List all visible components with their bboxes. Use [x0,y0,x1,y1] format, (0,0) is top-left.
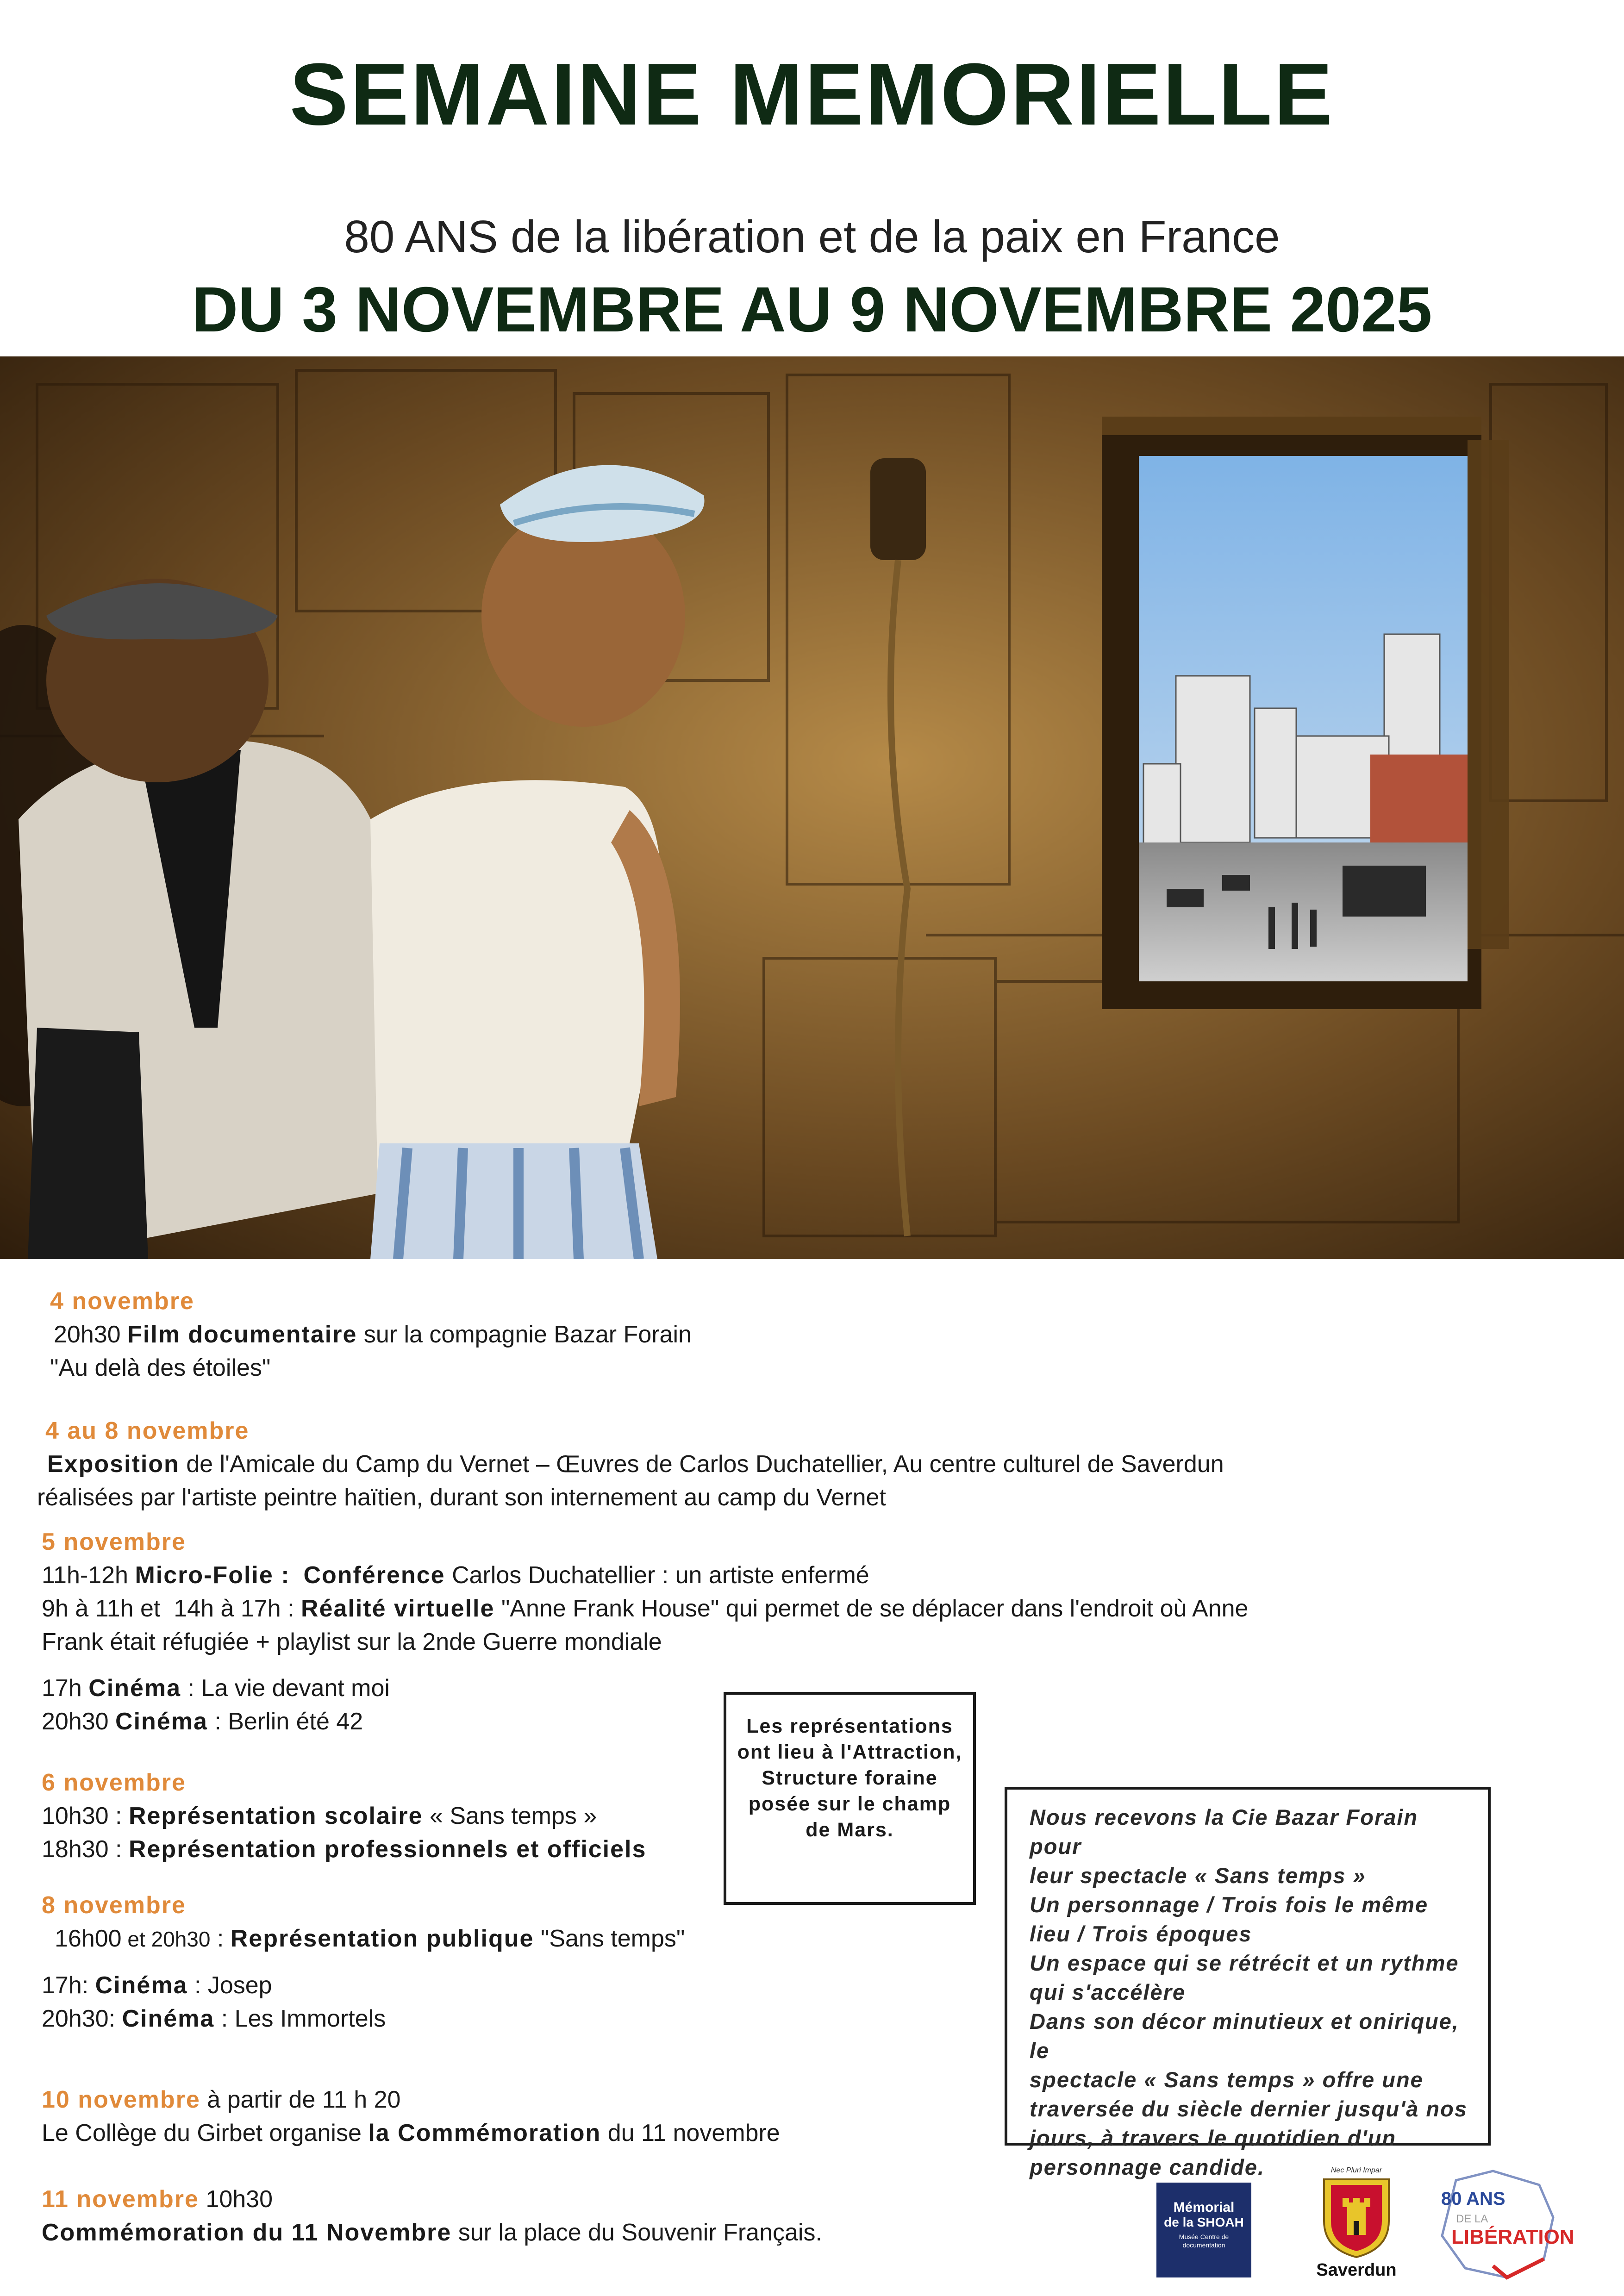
venue-info-text: Les représentations ont lieu à l'Attraction, Structure foraine posée sur le champ de Mars. [737,1715,962,1841]
time: 10h30 : [42,1803,129,1829]
event-type: Représentation publique [230,1925,534,1952]
time: et 20h30 [121,1927,211,1951]
hero-photo [0,356,1624,1259]
logo-text: LIBÉRATION [1451,2226,1574,2248]
event-desc: « Sans temps » [423,1803,597,1829]
logo-text: Musée Centre de documentation [1179,2233,1229,2249]
logo-text: DE LA [1456,2213,1488,2225]
logo-text: de la SHOAH [1164,2215,1244,2229]
saverdun-crest-logo [1310,2166,1403,2291]
time: 9h à 11h [42,1595,134,1622]
show-desc-line: lieu / Trois époques [1030,1922,1252,1946]
logo-text: Mémorial [1173,2200,1235,2215]
time: 16h00 [55,1925,122,1952]
event-desc: : Berlin été 42 [207,1708,363,1735]
separator: : [210,1925,231,1952]
show-desc-line: traversée du siècle dernier jusqu'à nos [1030,2096,1468,2121]
program-day-8-nov [42,1889,685,2035]
connector: et [140,1595,161,1622]
time: 17h [42,1675,89,1702]
program-day-5-nov [42,1525,1248,1738]
program-day-10-nov [42,2083,780,2150]
time: 10h30 [199,2186,273,2213]
show-desc-line: Dans son décor minutieux et onirique, le [1030,2009,1459,2063]
program-day-11-nov [42,2183,822,2249]
event-desc: de l'Amicale du Camp du Vernet – Œuvres de Carlos Duchatellier, [179,1451,888,1478]
time: 20h30 [54,1321,121,1348]
event-dates: DU 3 NOVEMBRE AU 9 NOVEMBRE 2025 [192,274,1432,345]
france-map-icon [1428,2166,1567,2282]
event-desc-2: réalisées par l'artiste peintre haïtien, durant son internement au camp du Vernet [37,1484,886,1511]
time: à partir de 11 h 20 [200,2086,401,2113]
time: 17h: [42,1972,95,1999]
event-place: Au centre culturel de Saverdun [893,1451,1224,1478]
event-title: "Au delà des étoiles" [50,1354,271,1381]
event-type: Cinéma [115,1708,208,1735]
date-heading: 11 novembre [42,2186,199,2213]
date-heading: 4 au 8 novembre [45,1417,250,1444]
event-desc: Carlos Duchatellier : un artiste enfermé [445,1562,869,1589]
logo-text: 80 ANS [1441,2189,1505,2209]
event-type: Cinéma [95,1972,188,1999]
event-desc: "Sans temps" [534,1925,685,1952]
event-desc: : Josep [187,1972,272,1999]
time: 11h-12h [42,1562,135,1589]
event-type: la Commémoration [368,2120,601,2146]
event-desc: Le Collège du Girbet organise [42,2120,369,2146]
event-type: Représentation scolaire [128,1803,423,1829]
event-desc: : La vie devant moi [181,1675,390,1702]
event-type: Cinéma [122,2005,215,2032]
date-heading: 6 novembre [42,1769,186,1796]
date-heading: 10 novembre [42,2086,200,2113]
program-day-4-nov [50,1285,692,1385]
show-desc-line: Un personnage / Trois fois le même [1030,1892,1429,1917]
event-type: Réalité virtuelle [300,1595,495,1622]
crest-motto: Nec Pluri Impar [1330,2166,1382,2174]
event-type: Commémoration du 11 Novembre [42,2219,452,2246]
event-type: Film documentaire [127,1321,357,1348]
show-desc-line: Nous recevons la Cie Bazar Forain pour [1030,1805,1418,1859]
liberation-80-logo [1428,2166,1574,2282]
program-day-6-nov [42,1766,646,1866]
event-type: Exposition [47,1451,180,1478]
page-title: SEMAINE MEMORIELLE [289,45,1335,144]
time: 18h30 : [42,1836,129,1863]
event-desc-2: Frank était réfugiée + playlist sur la 2nde Guerre mondiale [42,1628,662,1655]
show-desc-line: leur spectacle « Sans temps » [1030,1863,1366,1888]
time: 14h à 17h : [174,1595,301,1622]
program-day-4-8-nov [37,1414,1224,1514]
event-type: Conférence [303,1562,445,1589]
time: 20h30 [42,1708,116,1735]
event-desc: sur la place du Souvenir Français. [451,2219,822,2246]
event-type: Cinéma [88,1675,181,1702]
event-desc: sur la compagnie Bazar Forain [357,1321,692,1348]
show-desc-line: qui s'accélère [1030,1980,1186,2004]
event-type: Représentation professionnels et officiels [128,1836,647,1863]
show-desc-line: jours, à travers le quotidien d'un [1030,2126,1397,2150]
venue-info-box [724,1692,976,1905]
time: 20h30: [42,2005,122,2032]
subtitle: 80 ANS de la libération et de la paix en France [344,211,1280,262]
event-desc: : Les Immortels [214,2005,386,2032]
show-desc-line: spectacle « Sans temps » offre une [1030,2067,1424,2092]
event-desc: du 11 novembre [601,2120,780,2146]
crest-name: Saverdun [1316,2260,1397,2280]
date-heading: 8 novembre [42,1892,186,1919]
show-desc-line: Un espace qui se rétrécit et un rythme [1030,1951,1459,1975]
event-desc: "Anne Frank House" qui permet de se déplacer dans l'endroit où Anne [494,1595,1249,1622]
show-desc-line: personnage candide. [1030,2155,1265,2179]
date-heading: 5 novembre [42,1529,186,1555]
date-heading: 4 novembre [50,1288,194,1315]
crest-shield-icon [1310,2175,1403,2258]
event-type: Micro-Folie : [135,1562,290,1589]
memorial-shoah-logo [1156,2183,1251,2277]
